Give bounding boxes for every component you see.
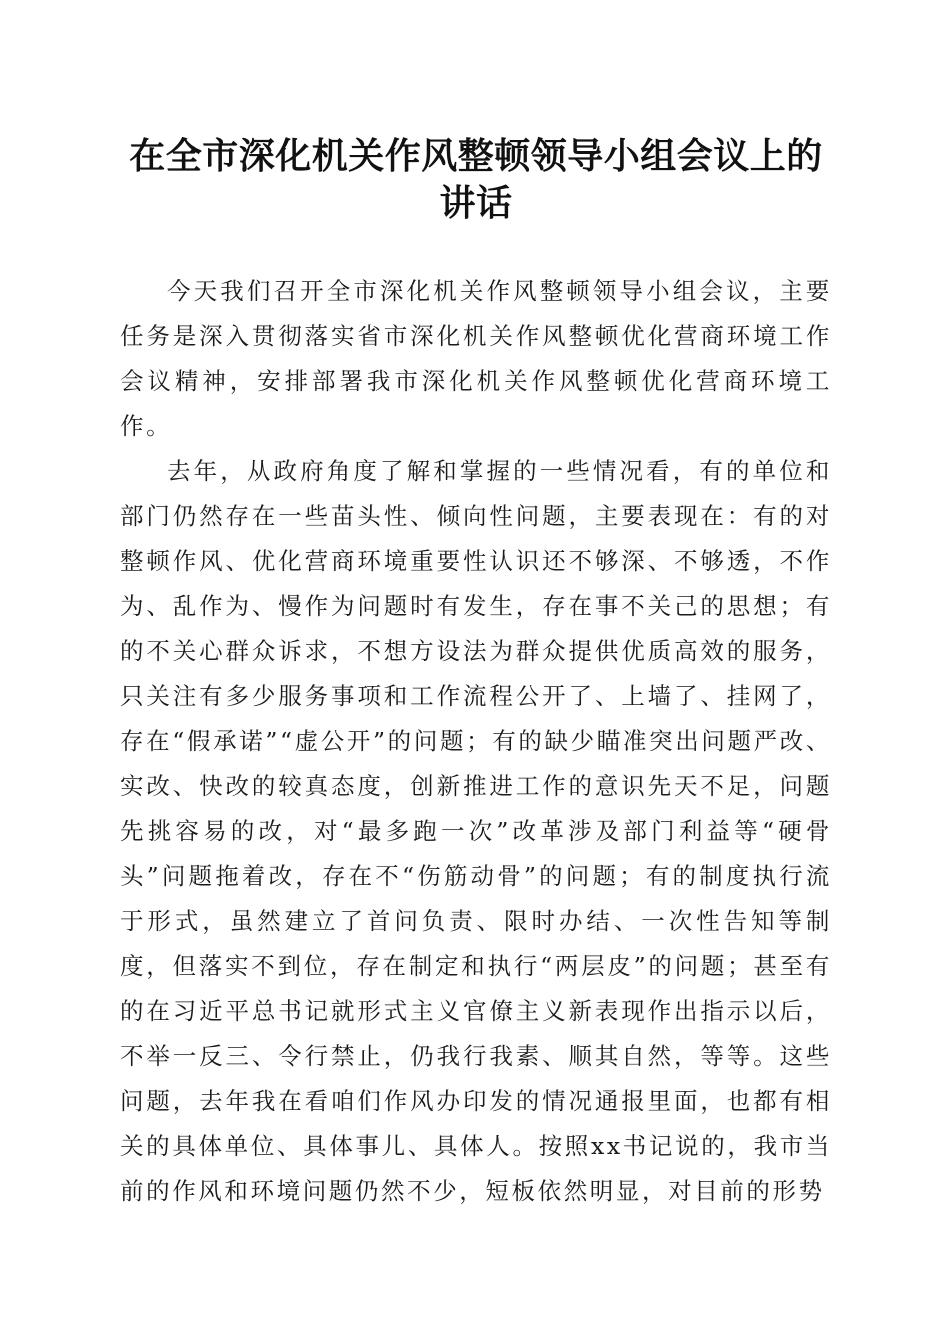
- paragraph-problems: 去年，从政府角度了解和掌握的一些情况看，有的单位和部门仍然存在一些苗头性、倾向性问题，主要表现在：有的对整顿作风、优化营商环境重要性认识还不够深、不够透，不作为、乱作为、慢作为问题时有发生，存在事不关己的思想；有的不关心群众诉求，不想方设法为群众提供优质高效的服务，只关注有多少服务事项和工作流程公开了、上墙了、挂网了，存在“假承诺”“虚公开”的问题；有的缺少瞄准突出问题严改、实改、快改的较真态度，创新推进工作的意识先天不足，问题先挑容易的改，对“最多跑一次”改革涉及部门利益等“硬骨头”问题拖着改，存在不“伤筋动骨”的问题；有的制度执行流于形式，虽然建立了首问负责、限时办结、一次性告知等制度，但落实不到位，存在制定和执行“两层皮”的问题；甚至有的在习近平总书记就形式主义官僚主义新表现作出指示以后，不举一反三、令行禁止，仍我行我素、顺其自然，等等。这些问题，去年我在看咱们作风办印发的情况通报里面，也都有相关的具体单位、具体事儿、具体人。按照xx书记说的，我市当前的作风和环境问题仍然不少，短板依然明显，对目前的形势: [120, 457, 832, 1205]
- paragraph-intro: 今天我们召开全市深化机关作风整顿领导小组会议，主要任务是深入贯彻落实省市深化机关作风整顿优化营商环境工作会议精神，安排部署我市深化机关作风整顿优化营商环境工作。: [120, 277, 832, 440]
- document-body: [120, 269, 832, 1214]
- document-title: 在全市深化机关作风整顿领导小组会议上的讲话: [129, 135, 823, 224]
